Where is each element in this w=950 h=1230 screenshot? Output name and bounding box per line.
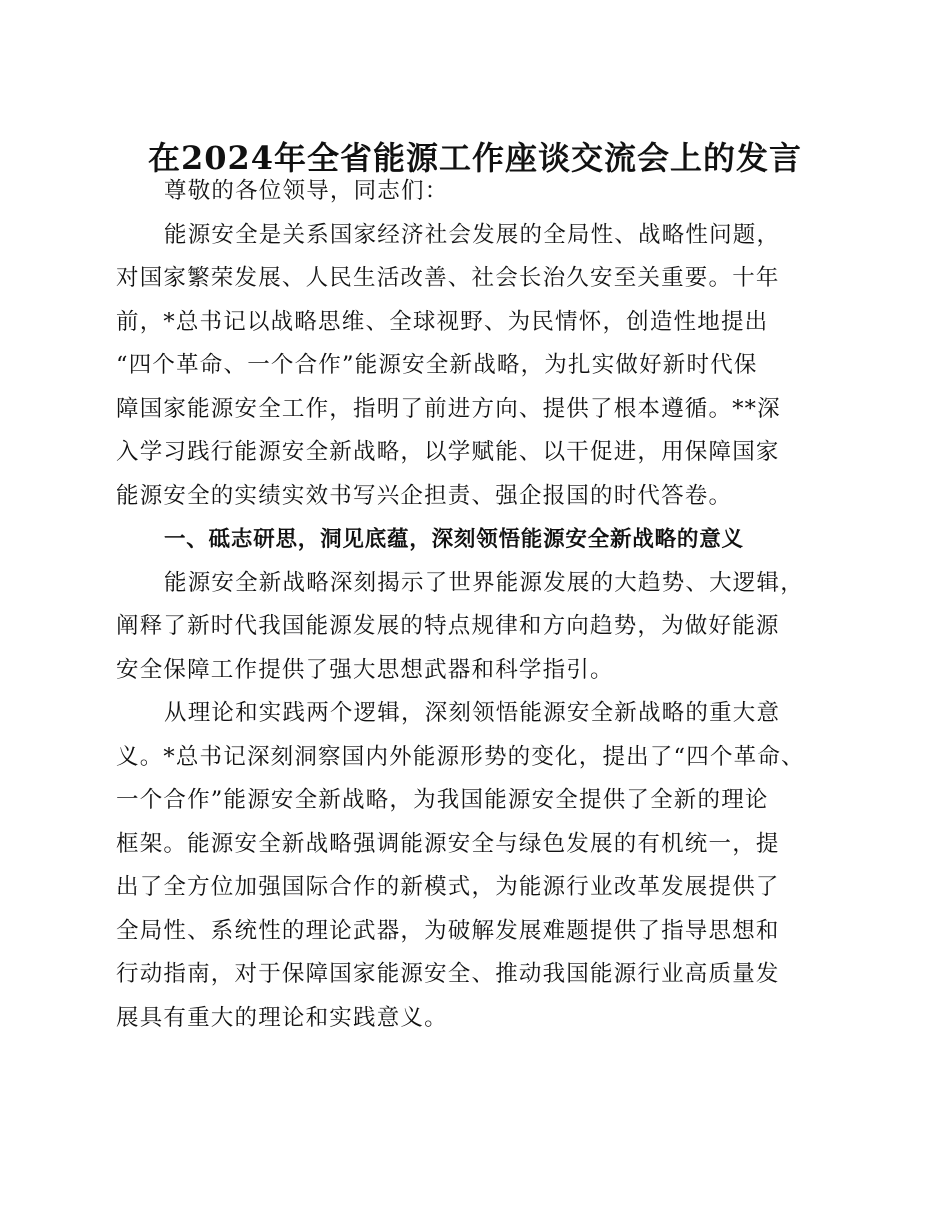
paragraph-line: 框架。能源安全新战略强调能源安全与绿色发展的有机统一，提: [116, 830, 780, 857]
paragraph-line: 行动指南，对于保障国家能源安全、推动我国能源行业高质量发: [116, 961, 780, 987]
paragraph-line: 前，*总书记以战略思维、全球视野、为民情怀，创造性地提出: [116, 308, 769, 335]
paragraph-line: 入学习践行能源安全新战略，以学赋能、以干促进，用保障国家: [116, 439, 780, 465]
paragraph-line: 出了全方位加强国际合作的新模式，为能源行业改革发展提供了: [116, 874, 780, 900]
salutation: 尊敬的各位领导，同志们：: [164, 178, 449, 204]
paragraph-line: 一个合作”能源安全新战略，为我国能源安全提供了全新的理论: [116, 787, 769, 813]
paragraph-line: 能源安全新战略深刻揭示了世界能源发展的大趋势、大逻辑，: [164, 569, 804, 596]
paragraph-line: 安全保障工作提供了强大思想武器和科学指引。: [116, 656, 614, 683]
paragraph-line: “四个革命、一个合作”能源安全新战略，为扎实做好新时代保: [116, 352, 758, 378]
paragraph-line: 阐释了新时代我国能源发展的特点规律和方向趋势，为做好能源: [116, 613, 780, 639]
paragraph-line: 能源安全是关系国家经济社会发展的全局性、战略性问题，: [164, 221, 781, 248]
paragraph-line: 从理论和实践两个逻辑，深刻领悟能源安全新战略的重大意: [164, 700, 781, 726]
paragraph-line: 义。*总书记深刻洞察国内外能源形势的变化，提出了“四个革命、: [116, 743, 805, 770]
paragraph-line: 展具有重大的理论和实践意义。: [116, 1004, 448, 1031]
section-heading: 一、砥志研思，洞见底蕴，深刻领悟能源安全新战略的意义: [164, 527, 744, 552]
document-body: [116, 170, 836, 1040]
paragraph-line: 障国家能源安全工作，指明了前进方向、提供了根本遵循。**深: [116, 395, 781, 422]
paragraph-line: 对国家繁荣发展、人民生活改善、社会长治久安至关重要。十年: [116, 265, 780, 291]
paragraph-line: 全局性、系统性的理论武器，为破解发展难题提供了指导思想和: [116, 917, 780, 944]
paragraph-line: 能源安全的实绩实效书写兴企担责、强企报国的时代答卷。: [116, 482, 733, 509]
page-title: 在2024年全省能源工作座谈交流会上的发言: [147, 139, 803, 177]
